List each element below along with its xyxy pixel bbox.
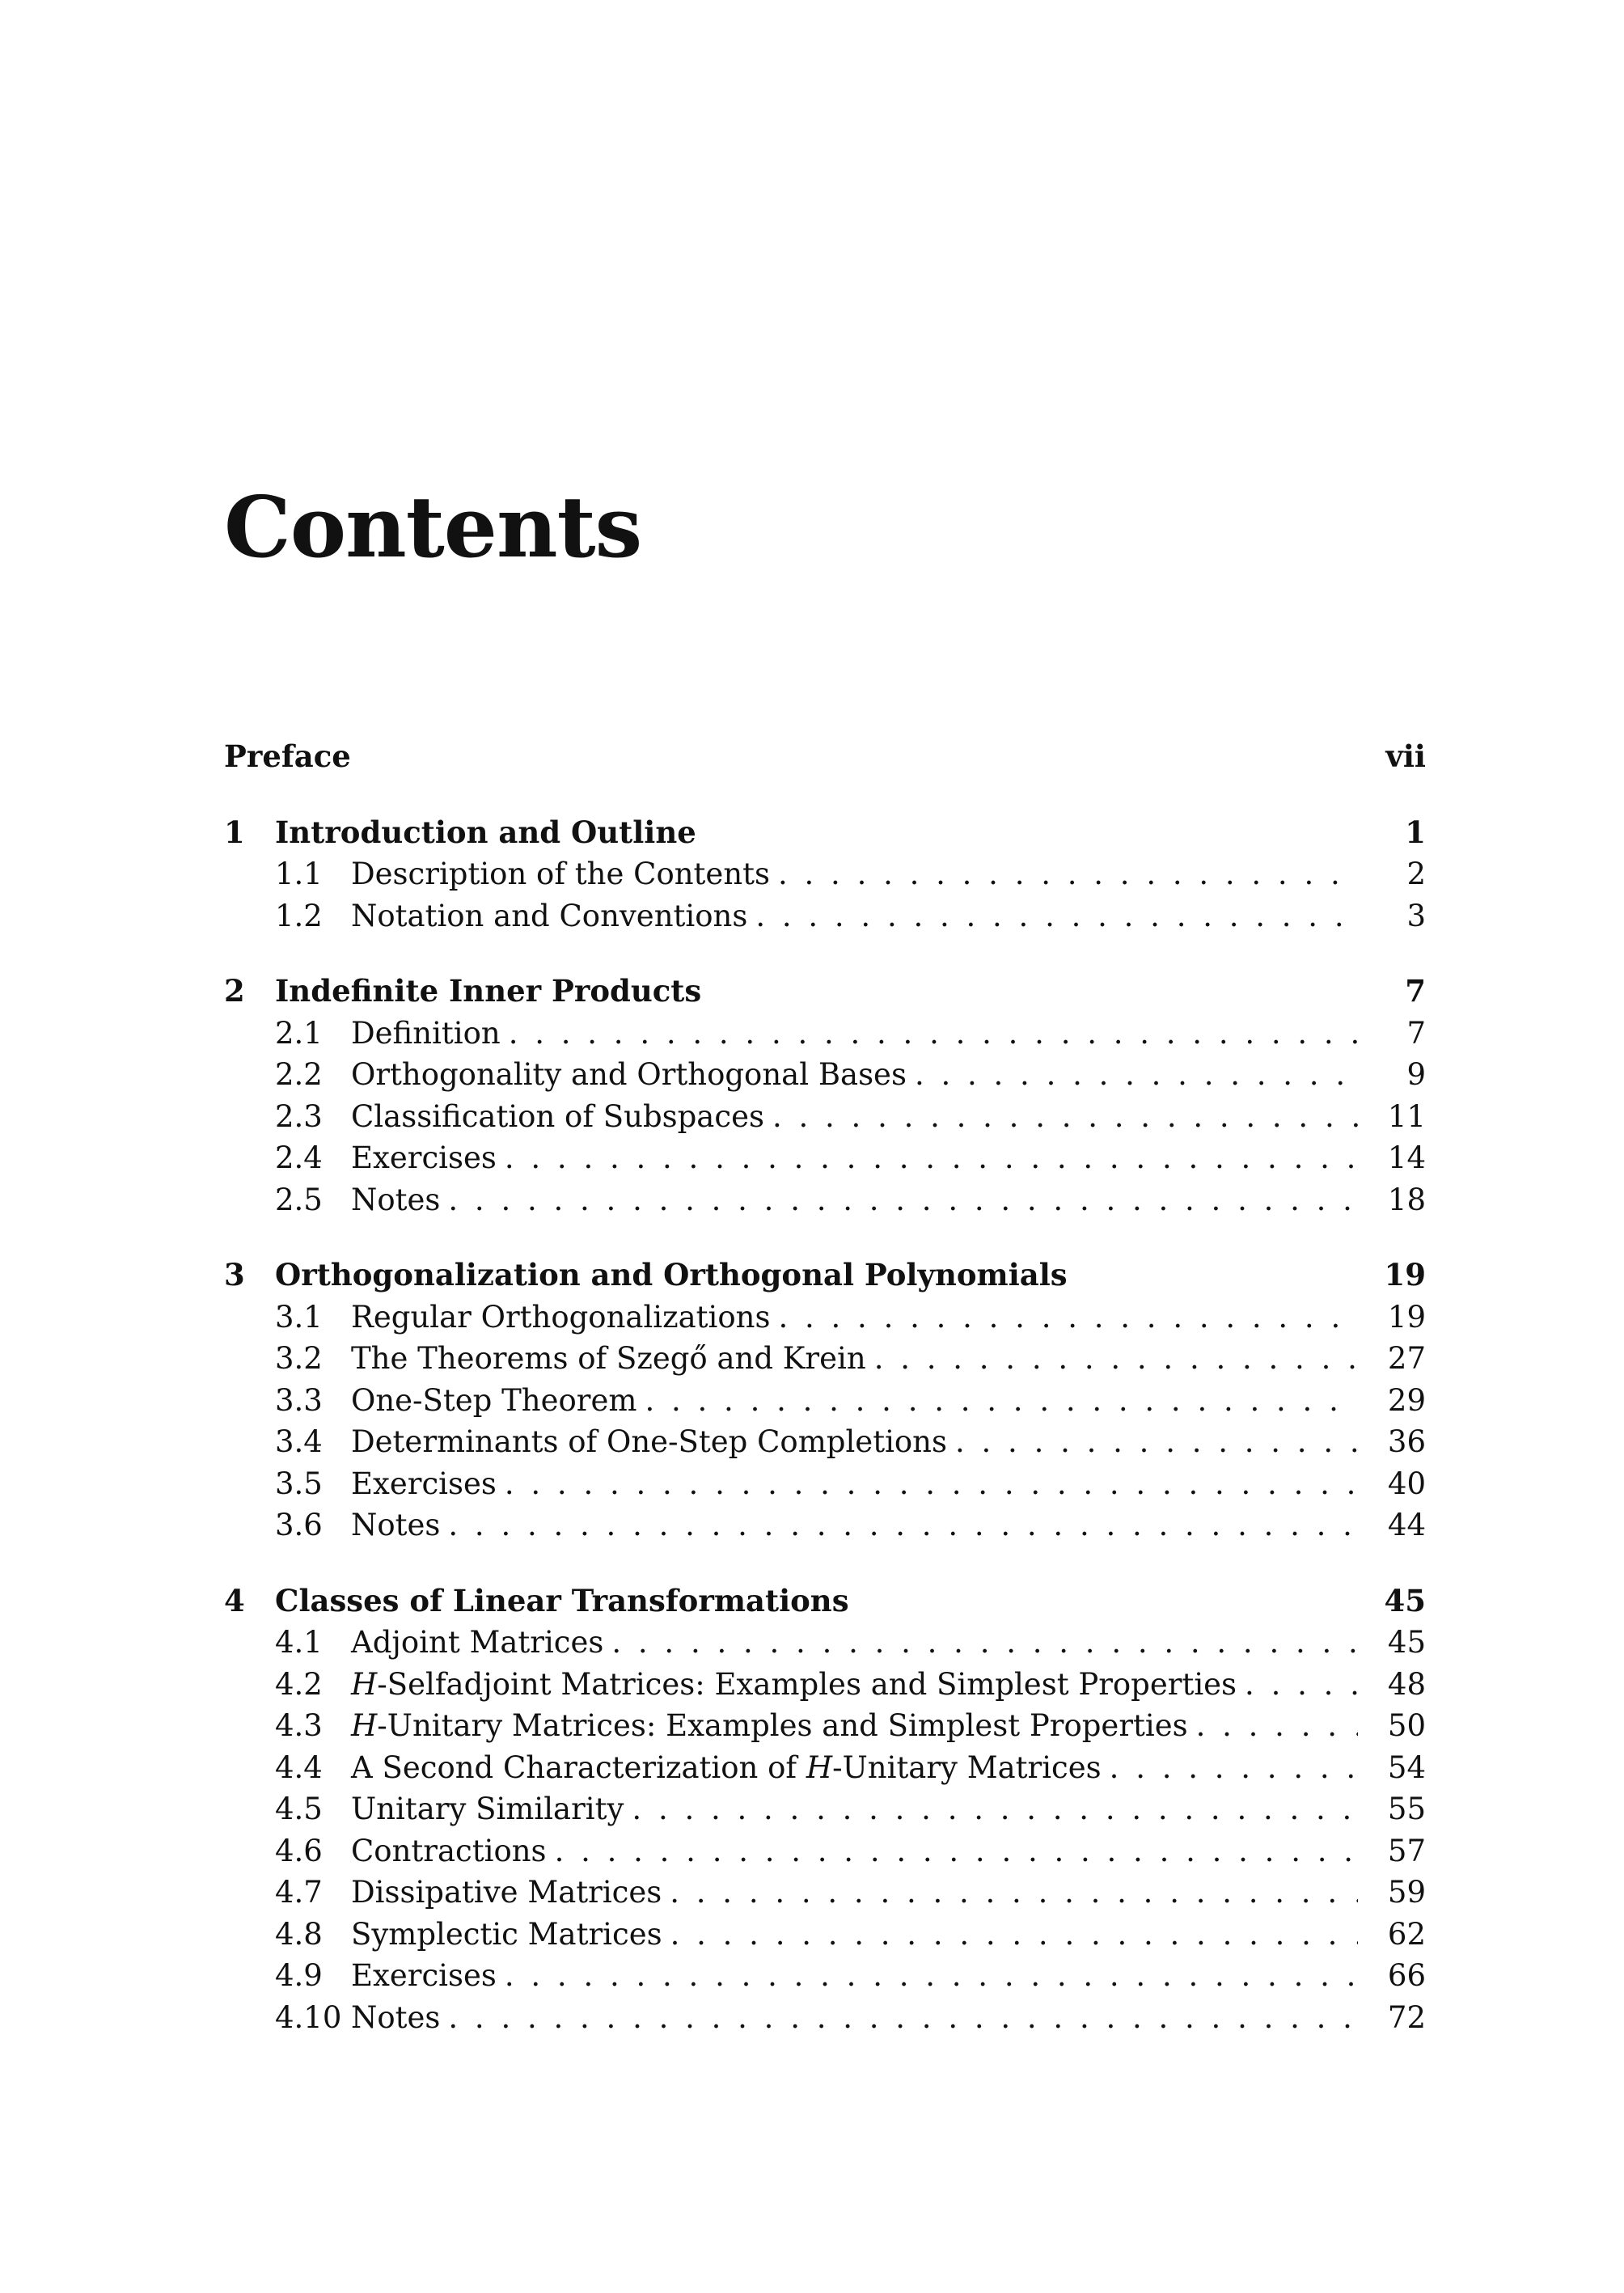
section-title: Classification of Subspaces — [351, 1098, 764, 1134]
section-page: 36 — [1387, 1424, 1426, 1459]
toc-section-3-1[interactable] — [224, 1297, 1426, 1339]
chapter-page: 19 — [1384, 1257, 1426, 1292]
section-title: Adjoint Matrices — [351, 1625, 604, 1660]
dot-leader — [611, 1622, 1358, 1664]
page-title: Contents — [224, 477, 642, 577]
toc-chapter-3[interactable] — [224, 1254, 1426, 1297]
toc-preface[interactable] — [224, 736, 1426, 778]
toc-section-3-5[interactable] — [224, 1463, 1426, 1505]
toc-section-4-9[interactable] — [224, 1955, 1426, 1997]
math-h: H — [351, 1666, 378, 1702]
toc-section-4-7[interactable] — [224, 1872, 1426, 1914]
section-title: Unitary Similarity — [351, 1792, 624, 1826]
section-title — [351, 1664, 1237, 1706]
chapter-number: 4 — [224, 1582, 245, 1618]
section-page: 55 — [1387, 1792, 1426, 1826]
section-page: 48 — [1387, 1666, 1426, 1702]
toc-section-2-2[interactable] — [224, 1054, 1426, 1096]
section-page: 72 — [1387, 1999, 1426, 2035]
section-number: 4.4 — [275, 1749, 323, 1785]
dot-leader — [915, 1054, 1358, 1096]
toc-section-1-1[interactable] — [224, 853, 1426, 895]
dot-leader — [555, 1830, 1358, 1872]
dot-leader — [755, 895, 1358, 937]
chapter-page: 1 — [1405, 814, 1426, 850]
chapter-page: 45 — [1384, 1582, 1426, 1618]
toc-section-4-3[interactable] — [224, 1705, 1426, 1747]
toc-section-4-2[interactable] — [224, 1664, 1426, 1706]
chapter-title: Indefinite Inner Products — [275, 973, 702, 1009]
section-number: 4.2 — [275, 1666, 323, 1702]
dot-leader — [670, 1872, 1358, 1914]
section-page: 9 — [1406, 1057, 1426, 1092]
section-number: 1.1 — [275, 857, 323, 891]
toc-section-3-2[interactable] — [224, 1338, 1426, 1380]
chapter-title: Classes of Linear Transformations — [275, 1582, 849, 1618]
section-number: 3.6 — [275, 1508, 323, 1542]
chapter-page: 7 — [1405, 973, 1426, 1009]
toc-section-2-3[interactable] — [224, 1096, 1426, 1138]
section-number: 3.5 — [275, 1466, 323, 1501]
dot-leader — [645, 1380, 1358, 1422]
section-number: 2.2 — [275, 1057, 323, 1092]
section-title-text: A Second Characterization of — [351, 1749, 806, 1785]
section-number: 4.8 — [275, 1916, 323, 1952]
chapter-number: 1 — [224, 814, 245, 850]
toc-section-4-1[interactable] — [224, 1622, 1426, 1664]
section-number: 4.3 — [275, 1708, 323, 1743]
toc-preface-page: vii — [1385, 738, 1426, 774]
section-title: Orthogonality and Orthogonal Bases — [351, 1057, 907, 1092]
section-title: Notation and Conventions — [351, 898, 748, 933]
section-number: 2.4 — [275, 1140, 323, 1175]
dot-leader — [448, 1997, 1358, 2039]
section-title-text-after: -Unitary Matrices — [832, 1749, 1102, 1785]
dot-leader — [955, 1421, 1358, 1463]
section-page: 7 — [1406, 1015, 1426, 1051]
dot-leader — [874, 1338, 1358, 1380]
section-title: Dissipative Matrices — [351, 1875, 662, 1910]
toc-section-3-3[interactable] — [224, 1380, 1426, 1422]
section-number: 1.2 — [275, 898, 323, 933]
toc-section-3-6[interactable] — [224, 1504, 1426, 1546]
section-number: 4.1 — [275, 1625, 323, 1660]
dot-leader — [1245, 1664, 1358, 1706]
section-number: 4.6 — [275, 1833, 323, 1868]
toc-section-2-5[interactable] — [224, 1179, 1426, 1221]
section-title — [351, 1747, 1102, 1789]
section-page: 14 — [1387, 1140, 1426, 1175]
section-page: 57 — [1387, 1833, 1426, 1868]
section-number: 4.7 — [275, 1875, 323, 1910]
section-page: 40 — [1387, 1466, 1426, 1501]
section-number: 3.3 — [275, 1382, 323, 1418]
table-of-contents — [224, 736, 1426, 2038]
section-title: One-Step Theorem — [351, 1382, 637, 1418]
toc-section-2-1[interactable] — [224, 1013, 1426, 1055]
section-page: 27 — [1387, 1341, 1426, 1376]
toc-chapter-1[interactable] — [224, 812, 1426, 854]
dot-leader — [778, 1297, 1358, 1339]
section-title: Notes — [351, 1508, 441, 1542]
section-title: Notes — [351, 1182, 441, 1217]
section-title-text: -Selfadjoint Matrices: Examples and Simplest Properties — [377, 1666, 1237, 1702]
section-number: 3.4 — [275, 1424, 323, 1459]
toc-section-1-2[interactable] — [224, 895, 1426, 937]
toc-section-2-4[interactable] — [224, 1137, 1426, 1179]
section-title: Regular Orthogonalizations — [351, 1299, 771, 1335]
math-h: H — [351, 1708, 378, 1743]
toc-section-4-8[interactable] — [224, 1914, 1426, 1956]
section-page: 54 — [1387, 1749, 1426, 1785]
section-title: Determinants of One-Step Completions — [351, 1424, 948, 1459]
section-title: Contractions — [351, 1833, 547, 1868]
section-page: 66 — [1387, 1958, 1426, 1993]
toc-section-4-10[interactable] — [224, 1997, 1426, 2039]
chapter-title: Orthogonalization and Orthogonal Polynomials — [275, 1257, 1068, 1292]
section-page: 3 — [1406, 898, 1426, 933]
dot-leader — [505, 1955, 1358, 1997]
section-page: 18 — [1387, 1182, 1426, 1217]
section-page: 59 — [1387, 1875, 1426, 1910]
section-number: 2.3 — [275, 1098, 323, 1134]
section-page: 29 — [1387, 1382, 1426, 1418]
section-title: Symplectic Matrices — [351, 1916, 662, 1952]
section-number: 2.1 — [275, 1015, 323, 1051]
dot-leader — [505, 1463, 1358, 1505]
math-h: H — [806, 1749, 833, 1785]
section-title: Exercises — [351, 1466, 497, 1501]
section-title: The Theorems of Szegő and Krein — [351, 1341, 866, 1376]
section-number: 3.2 — [275, 1341, 323, 1376]
section-title: Description of the Contents — [351, 857, 770, 891]
toc-section-4-5[interactable] — [224, 1788, 1426, 1830]
section-number: 4.9 — [275, 1958, 323, 1993]
toc-chapter-2[interactable] — [224, 971, 1426, 1013]
section-number: 4.10 — [275, 1999, 342, 2035]
section-page: 2 — [1406, 857, 1426, 891]
section-number: 2.5 — [275, 1182, 323, 1217]
dot-leader — [1196, 1705, 1358, 1747]
section-page: 11 — [1387, 1098, 1426, 1134]
dot-leader — [448, 1179, 1358, 1221]
toc-section-3-4[interactable] — [224, 1421, 1426, 1463]
dot-leader — [632, 1788, 1358, 1830]
toc-chapter-4[interactable] — [224, 1580, 1426, 1622]
section-number: 3.1 — [275, 1299, 323, 1335]
section-title: Exercises — [351, 1958, 497, 1993]
section-title: Notes — [351, 1999, 441, 2035]
dot-leader — [509, 1013, 1358, 1055]
section-page: 50 — [1387, 1708, 1426, 1743]
chapter-number: 3 — [224, 1257, 245, 1292]
section-page: 19 — [1387, 1299, 1426, 1335]
toc-section-4-6[interactable] — [224, 1830, 1426, 1872]
section-page: 62 — [1387, 1916, 1426, 1952]
chapter-title: Introduction and Outline — [275, 814, 696, 850]
chapter-number: 2 — [224, 973, 245, 1009]
section-title: Definition — [351, 1015, 501, 1051]
section-title-text: -Unitary Matrices: Examples and Simplest Properties — [377, 1708, 1188, 1743]
dot-leader — [448, 1504, 1358, 1546]
toc-section-4-4[interactable] — [224, 1747, 1426, 1789]
section-title — [351, 1705, 1188, 1747]
section-number: 4.5 — [275, 1792, 323, 1826]
dot-leader — [772, 1096, 1358, 1138]
dot-leader — [1110, 1747, 1358, 1789]
section-page: 44 — [1387, 1508, 1426, 1542]
section-page: 45 — [1387, 1625, 1426, 1660]
dot-leader — [670, 1914, 1358, 1956]
section-title: Exercises — [351, 1140, 497, 1175]
dot-leader — [778, 853, 1358, 895]
dot-leader — [505, 1137, 1358, 1179]
toc-preface-title: Preface — [224, 738, 351, 774]
